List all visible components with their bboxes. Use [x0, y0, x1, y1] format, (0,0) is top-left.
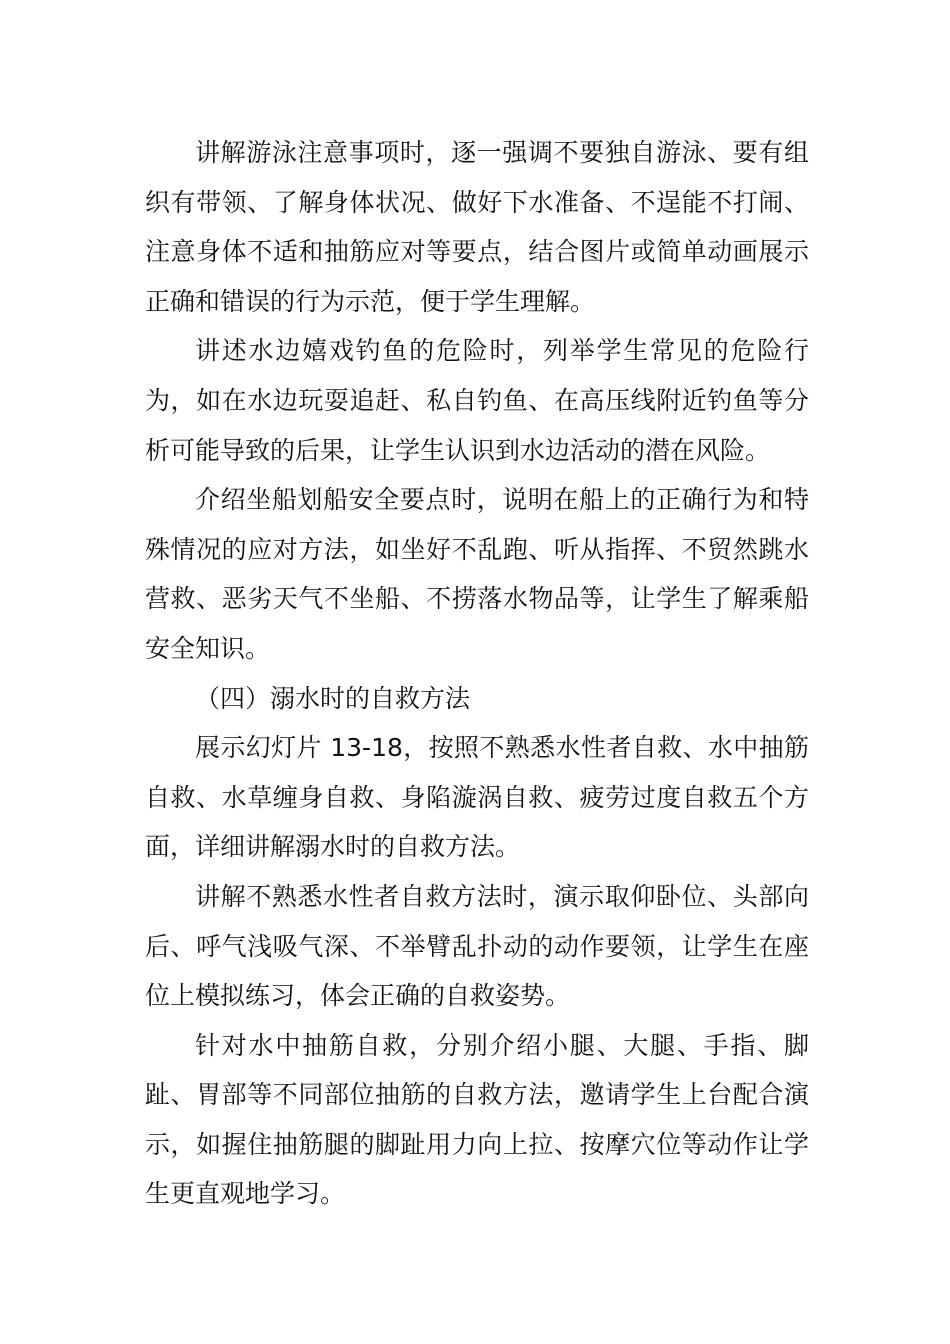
paragraph-swimming-precautions: 讲解游泳注意事项时，逐一强调不要独自游泳、要有组织有带领、了解身体状况、做好下水准备、不逞能不打闹、注意身体不适和抽筋应对等要点，结合图片或简单动画展示正确和错误的行为示范，便于学生理解。 [145, 138, 809, 316]
paragraph-cramp-rescue: 针对水中抽筋自救，分别介绍小腿、大腿、手指、脚趾、胃部等不同部位抽筋的自救方法，邀请学生上台配合演示，如握住抽筋腿的脚趾用力向上拉、按摩穴位等动作让学生更直观地学习。 [145, 1030, 809, 1209]
section-heading-self-rescue: （四）溺水时的自救方法 [195, 683, 471, 713]
paragraph-waterside-dangers: 讲述水边嬉戏钓鱼的危险时，列举学生常见的危险行为，如在水边玩耍追赶、私自钓鱼、在高压线附近钓鱼等分析可能导致的后果，让学生认识到水边活动的潜在风险。 [145, 336, 809, 465]
paragraph-non-swimmer-rescue: 讲解不熟悉水性者自救方法时，演示取仰卧位、头部向后、呼气浅吸气深、不举臂乱扑动的动作要领，让学生在座位上模拟练习，体会正确的自救姿势。 [145, 881, 809, 1011]
document-body [145, 128, 809, 1219]
paragraph-boating-safety: 介绍坐船划船安全要点时，说明在船上的正确行为和特殊情况的应对方法，如坐好不乱跑、听从指挥、不贸然跳水营救、恶劣天气不坐船、不捞落水物品等，让学生了解乘船安全知识。 [145, 485, 809, 663]
paragraph-slides-overview: 展示幻灯片 13-18，按照不熟悉水性者自救、水中抽筋自救、水草缠身自救、身陷漩涡自救、疲劳过度自救五个方面，详细讲解溺水时的自救方法。 [145, 733, 809, 862]
